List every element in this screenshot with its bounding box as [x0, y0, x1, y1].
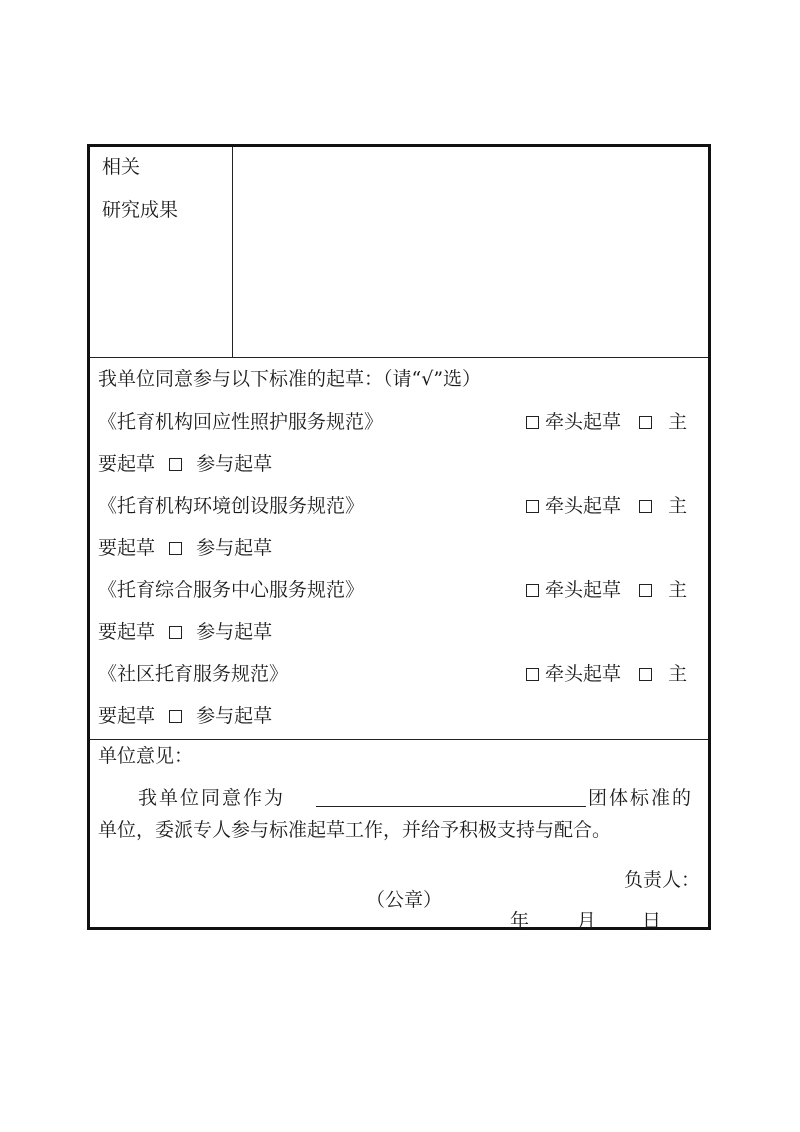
row-divider-2	[90, 739, 708, 740]
responsible-label: 负责人：	[624, 869, 701, 891]
standard-3-options-cont	[98, 620, 272, 644]
lead-draft-label: 牵头起草	[545, 663, 622, 685]
seal-label: （公章）	[366, 889, 443, 911]
standard-1-lead-checkbox[interactable]	[526, 416, 539, 429]
lead-draft-label: 牵头起草	[545, 411, 622, 433]
row-divider-1	[90, 357, 708, 358]
standard-1-options	[526, 410, 687, 434]
standard-1-main-checkbox[interactable]	[639, 416, 652, 429]
main-draft-label-prefix: 主	[668, 579, 688, 601]
standard-2-main-checkbox[interactable]	[639, 500, 652, 513]
participate-draft-label: 参与起草	[196, 705, 273, 727]
participate-draft-label: 参与起草	[196, 537, 273, 559]
standard-4-options-cont	[98, 704, 272, 728]
standard-2-options	[526, 494, 687, 518]
standard-3-lead-checkbox[interactable]	[526, 584, 539, 597]
standard-3-title: 《托育综合服务中心服务规范》	[98, 579, 365, 601]
standard-3-participate-checkbox[interactable]	[169, 626, 182, 639]
opinion-line1-after: 团体标准的	[588, 787, 694, 809]
main-draft-label-suffix: 要起草	[98, 537, 156, 559]
opinion-line1-before: 我单位同意作为	[138, 787, 286, 809]
standard-4-main-checkbox[interactable]	[639, 668, 652, 681]
standard-4-title: 《社区托育服务规范》	[98, 663, 289, 685]
date-day-label: 日	[642, 910, 662, 932]
date-year-label: 年	[510, 910, 530, 932]
standard-3-options	[526, 578, 687, 602]
standard-1-participate-checkbox[interactable]	[169, 458, 182, 471]
standard-1-options-cont	[98, 452, 272, 476]
main-draft-label-suffix: 要起草	[98, 621, 156, 643]
participate-draft-label: 参与起草	[196, 621, 273, 643]
participate-draft-label: 参与起草	[196, 453, 273, 475]
standard-4-participate-checkbox[interactable]	[169, 710, 182, 723]
opinion-line2: 单位，委派专人参与标准起草工作，并给予积极支持与配合。	[98, 819, 612, 841]
date-month-label: 月	[577, 910, 597, 932]
lead-draft-label: 牵头起草	[545, 495, 622, 517]
standard-2-title: 《托育机构环境创设服务规范》	[98, 495, 365, 517]
standard-2-options-cont	[98, 536, 272, 560]
standard-1-title: 《托育机构回应性照护服务规范》	[98, 411, 384, 433]
standard-2-lead-checkbox[interactable]	[526, 500, 539, 513]
main-draft-label-prefix: 主	[668, 411, 688, 433]
standard-3-main-checkbox[interactable]	[639, 584, 652, 597]
main-draft-label-suffix: 要起草	[98, 705, 156, 727]
standard-2-participate-checkbox[interactable]	[169, 542, 182, 555]
main-draft-label-prefix: 主	[668, 495, 688, 517]
research-content-field[interactable]	[244, 155, 699, 345]
main-draft-label-suffix: 要起草	[98, 453, 156, 475]
main-draft-label-prefix: 主	[668, 663, 688, 685]
opinion-label: 单位意见：	[98, 745, 194, 767]
research-label-line1: 相关	[102, 156, 141, 178]
standard-name-blank[interactable]	[316, 806, 586, 807]
lead-draft-label: 牵头起草	[545, 579, 622, 601]
application-form	[87, 144, 711, 930]
column-divider	[232, 147, 233, 357]
standard-4-lead-checkbox[interactable]	[526, 668, 539, 681]
standard-4-options	[526, 662, 687, 686]
standards-header: 我单位同意参与以下标准的起草：（请“√”选）	[98, 368, 482, 390]
research-label-line2: 研究成果	[102, 199, 179, 221]
